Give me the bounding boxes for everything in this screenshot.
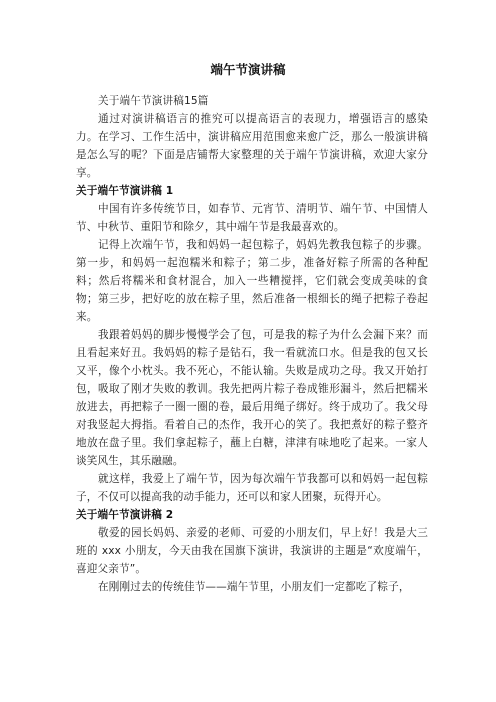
body-paragraph: 敬爱的园长妈妈、亲爱的老师、可爱的小朋友们，早上好！我是大三班的 xxx 小朋友，今天由我在国旗下演讲，我演讲的主题是“欢度端午，喜迎父亲节”。 — [76, 527, 428, 575]
body-paragraph: 在刚刚过去的传统佳节——端午节里，小朋友们一定都吃了粽子， — [98, 581, 410, 593]
section-heading-2: 关于端午节演讲稿 2 — [76, 509, 174, 521]
intro-paragraph: 通过对演讲稿语言的推究可以提高语言的表现力，增强语言的感染力。在学习、工作生活中，演讲稿应用范围愈来愈广泛，那么一般演讲稿是怎么写的呢？下面是店铺帮大家整理的关于端午节演讲稿，欢迎大家分享。 — [76, 113, 428, 179]
body-paragraph: 记得上次端午节，我和妈妈一起包粽子，妈妈先教我包粽子的步骤。第一步，和妈妈一起泡糯米和粽子；第二步，准备好粽子所需的各种配料；然后将糯米和食材混合，加入一些糟搅拌，它们就会变成美味的食物；第三步，把好吃的放在粽子里，然后准备一根细长的绳子把粽子卷起来。 — [76, 239, 428, 323]
body-paragraph: 就这样，我爱上了端午节，因为每次端午节我都可以和妈妈一起包粽子，不仅可以提高我的动手能力，还可以和家人团聚，玩得开心。 — [76, 473, 428, 503]
body-paragraph: 中国有许多传统节日，如春节、元宵节、清明节、端午节、中国情人节、中秋节、重阳节和除夕，其中端午节是我最喜欢的。 — [76, 203, 428, 233]
section-heading-1: 关于端午节演讲稿 1 — [76, 185, 174, 197]
body-paragraph: 我跟着妈妈的脚步慢慢学会了包，可是我的粽子为什么会漏下来？而且看起来好丑。我妈妈的粽子是钻石，我一看就流口水。但是我的包又长又平，像个小枕头。我不死心，不能认输。失败是成功之母。我又开始打包，吸取了刚才失败的教训。我先把两片粽子卷成锥形漏斗，然后把糯米放进去，再把粽子一圈一圈的卷，最后用绳子绑好。终于成功了。我父母对我竖起大拇指。看着自己的杰作，我开心的笑了。我把煮好的粽子整齐地放在盘子里。我们拿起粽子，蘸上白糖，津津有味地吃了起来。一家人谈笑风生，其乐融融。 — [76, 329, 428, 467]
intro-line: 关于端午节演讲稿15篇 — [98, 95, 209, 107]
document-body — [76, 92, 428, 596]
document-title: 端午节演讲稿 — [210, 62, 286, 77]
